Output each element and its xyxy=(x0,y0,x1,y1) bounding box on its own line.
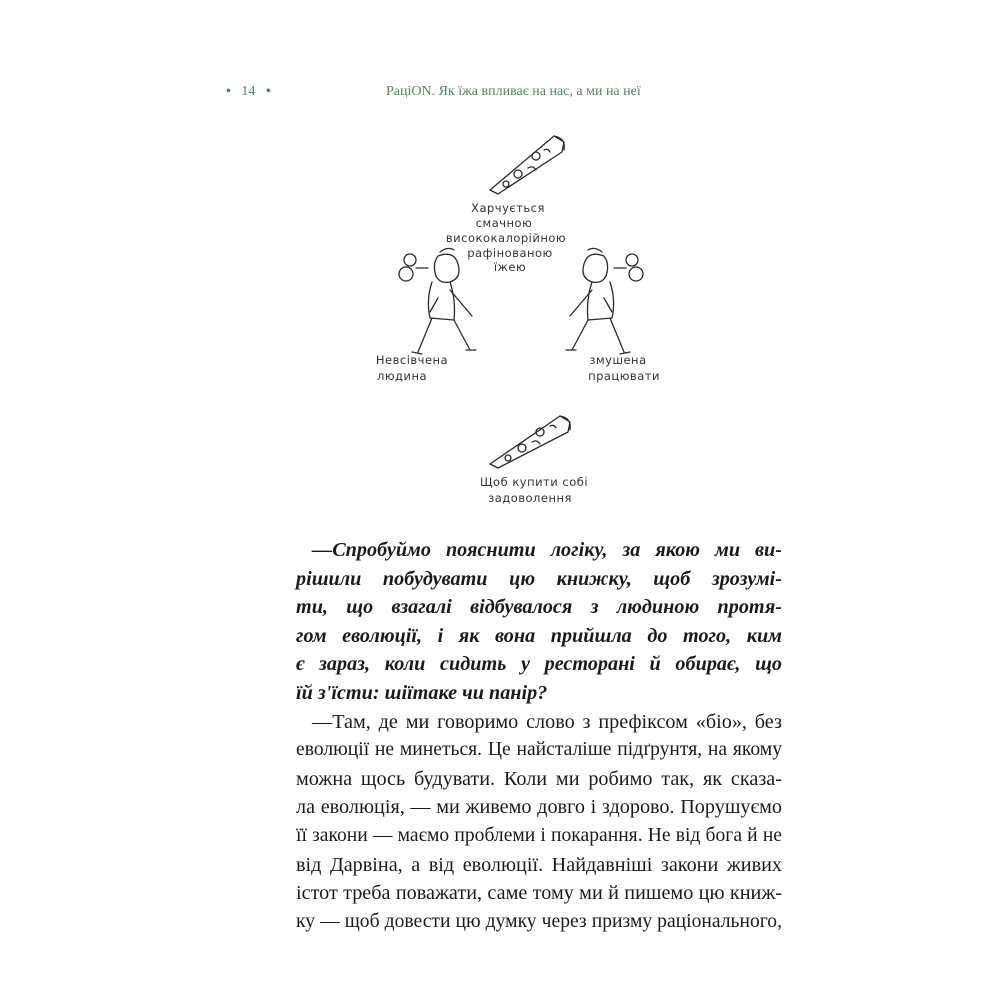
page-header xyxy=(226,84,786,104)
pizza-slice-top-icon xyxy=(490,136,564,194)
page-number xyxy=(226,84,271,100)
windup-person-left-icon xyxy=(399,248,476,354)
question-paragraph xyxy=(296,536,782,708)
label-right xyxy=(588,353,660,383)
page-number-value: 14 xyxy=(241,84,256,99)
answer-line: еволюції не минеться. Це найсталіше підґрунтя, на якому xyxy=(296,739,782,761)
question-line: ти, що взагалі відбувалося з людиною протя- xyxy=(296,596,782,619)
cycle-sketch xyxy=(340,128,690,518)
label-top-line-4: рафінованою xyxy=(467,246,553,260)
label-top-line-1: Харчується xyxy=(471,201,545,215)
answer-line: ку — щоб довести цю думку через призму раціонального, xyxy=(296,910,782,932)
answer-line: її закони — маємо проблеми і покарання. Не від бога й не xyxy=(296,824,782,846)
answer-line: істот треба поважати, саме тому ми й пишемо цю книж- xyxy=(296,882,782,905)
label-top-line-2: смачною xyxy=(475,216,533,230)
label-left-line-2: людина xyxy=(376,369,428,383)
label-right-line-1: змушена xyxy=(589,353,647,367)
question-line: їй з'їсти: шіїтаке чи панір? xyxy=(296,681,548,704)
label-bottom xyxy=(480,475,588,505)
label-left-line-1: Невсівчена xyxy=(375,353,449,367)
answer-line: ла еволюція, — ми живемо довго і здорово. Порушуємо xyxy=(296,796,782,819)
cycle-illustration xyxy=(340,128,690,518)
answer-line: від Дарвіна, а від еволюції. Найдавніші закони живих xyxy=(296,853,782,876)
label-bottom-line-2: задоволення xyxy=(488,491,572,505)
answer-line: —Там, де ми говоримо слово з префіксом «біо», без xyxy=(312,710,782,733)
main-text xyxy=(296,536,782,936)
answer-line: можна щось будувати. Коли ми робимо так, як сказа- xyxy=(296,767,782,790)
label-bottom-line-1: Щоб купити собі xyxy=(479,475,589,489)
label-top xyxy=(446,201,566,274)
question-line: —Спробуймо пояснити логіку, за якою ми ви- xyxy=(312,539,782,561)
question-line: рішили побудувати цю книжку, щоб зрозумі- xyxy=(296,567,782,590)
label-top-line-5: їжею xyxy=(493,260,527,274)
label-top-line-3: висококалорійною xyxy=(445,231,567,245)
question-line: гом еволюції, і як вона прийшла до того, ким xyxy=(296,624,782,647)
bullet-left: • xyxy=(226,84,231,99)
question-line: є зараз, коли сидить у ресторані й обирає, що xyxy=(296,653,782,676)
windup-person-right-icon xyxy=(566,248,643,354)
bullet-right: • xyxy=(265,84,271,99)
label-left xyxy=(376,353,448,383)
label-right-line-2: працювати xyxy=(588,369,660,383)
running-title: РаціON. Як їжа впливає на нас, а ми на неї xyxy=(386,84,641,99)
answer-paragraph xyxy=(296,708,782,937)
pizza-slice-bottom-icon xyxy=(490,416,570,468)
